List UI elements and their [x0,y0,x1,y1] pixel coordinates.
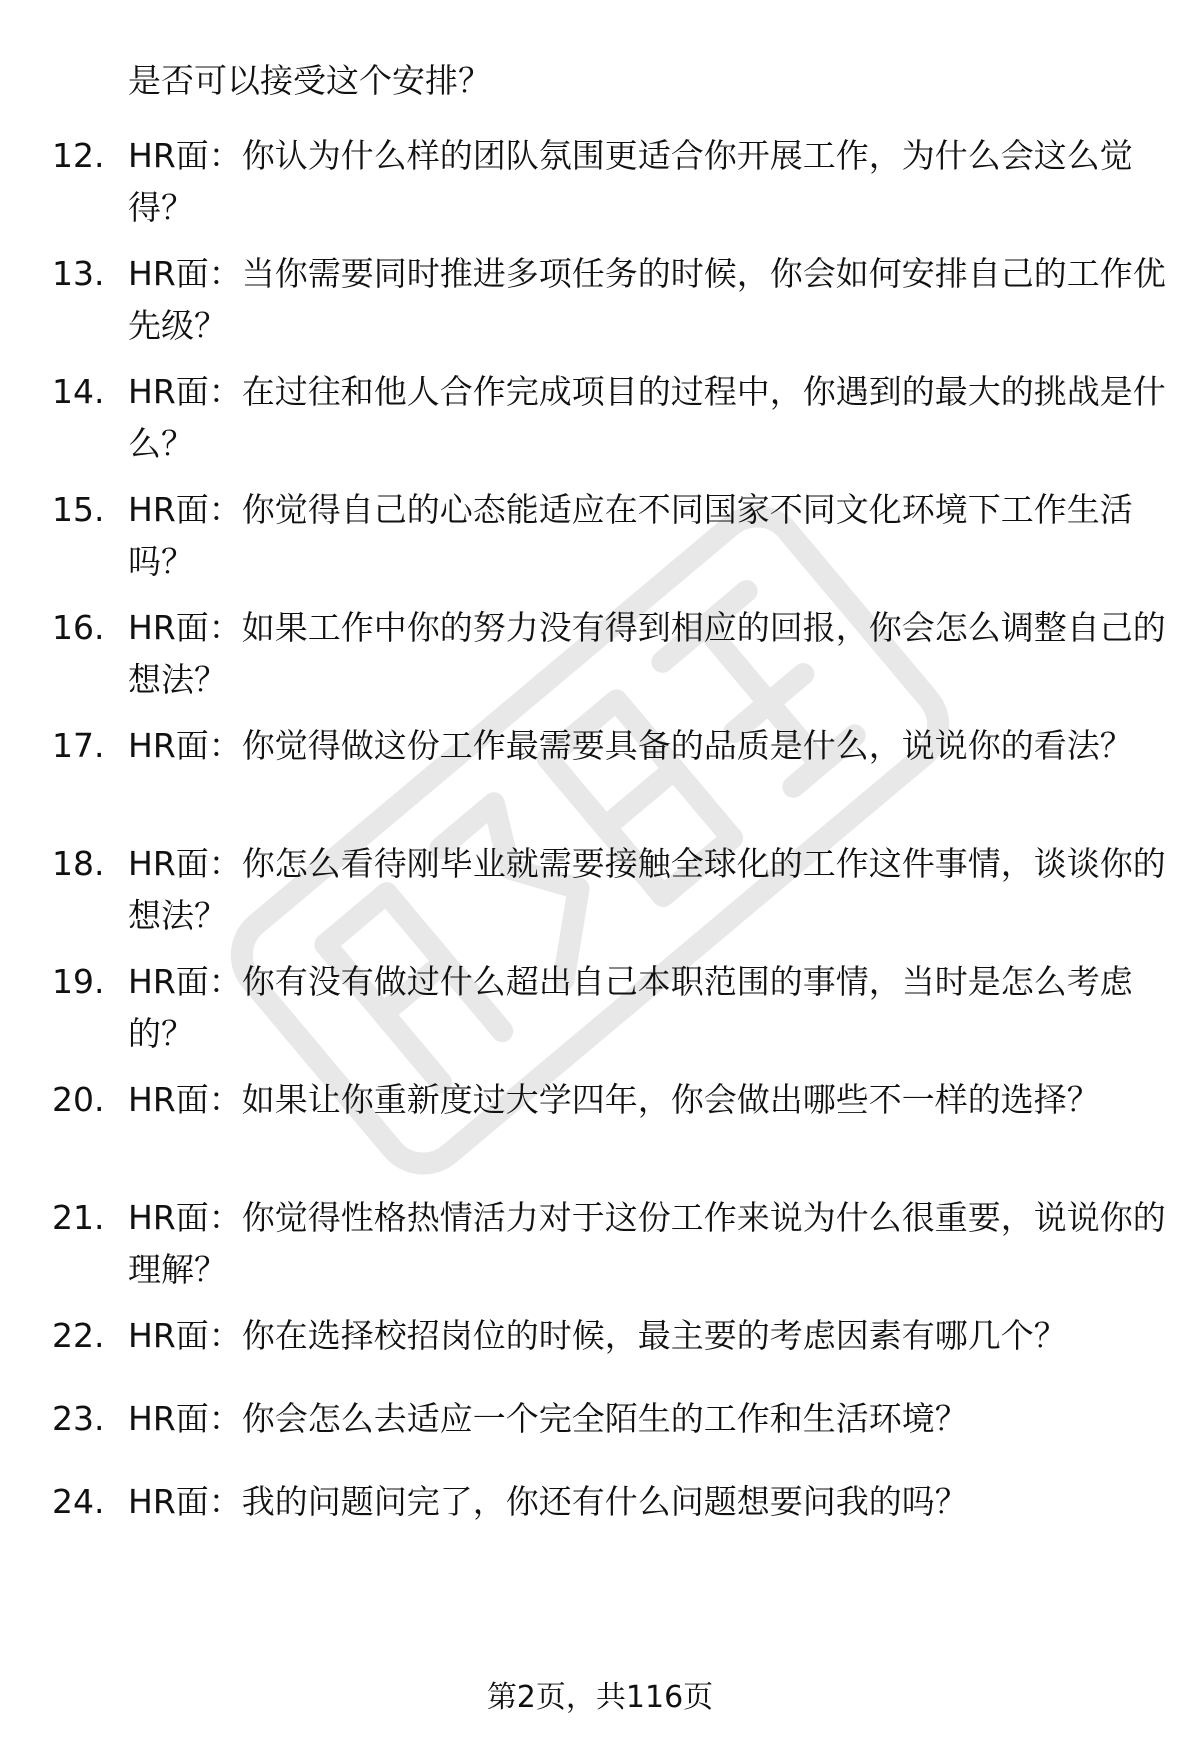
question-item [52,1192,1168,1296]
question-number: 23. [52,1399,105,1438]
question-item [52,1310,1168,1362]
question-number: 12. [52,136,105,175]
question-text: HR面：你觉得做这份工作最需要具备的品质是什么，说说你的看法？ [128,726,1133,765]
question-number: 16. [52,608,105,647]
question-item [52,484,1168,588]
question-number: 17. [52,726,105,765]
question-item [52,130,1168,234]
question-text: HR面：你会怎么去适应一个完全陌生的工作和生活环境？ [128,1399,968,1438]
question-text: HR面：如果工作中你的努力没有得到相应的回报，你会怎么调整自己的想法？ [128,608,1166,699]
question-text: HR面：你有没有做过什么超出自己本职范围的事情，当时是怎么考虑的？ [128,962,1133,1053]
question-text: HR面：当你需要同时推进多项任务的时候，你会如何安排自己的工作优先级？ [128,254,1166,345]
question-item [52,602,1168,706]
question-text: HR面：你怎么看待刚毕业就需要接触全球化的工作这件事情，谈谈你的想法？ [128,844,1166,935]
question-text: HR面：如果让你重新度过大学四年，你会做出哪些不一样的选择？ [128,1080,1100,1119]
question-number: 21. [52,1198,105,1237]
question-number: 24. [52,1482,105,1521]
question-number: 22. [52,1316,105,1355]
question-text: HR面：你在选择校招岗位的时候，最主要的考虑因素有哪几个？ [128,1316,1067,1355]
question-item [52,1074,1168,1126]
question-item [52,1476,1168,1528]
question-text: HR面：我的问题问完了，你还有什么问题想要问我的吗？ [128,1482,968,1521]
question-item [52,366,1168,470]
question-text: HR面：在过往和他人合作完成项目的过程中，你遇到的最大的挑战是什么？ [128,372,1166,463]
question-number: 14. [52,372,105,411]
question-number: 18. [52,844,105,883]
question-item [52,838,1168,942]
continued-question-text: 是否可以接受这个安排？ [128,61,491,100]
question-item [52,1393,1168,1445]
question-number: 13. [52,254,105,293]
question-number: 15. [52,490,105,529]
question-number: 19. [52,962,105,1001]
question-item [52,248,1168,352]
question-text: HR面：你认为什么样的团队氛围更适合你开展工作，为什么会这么觉得？ [128,136,1133,227]
question-number: 20. [52,1080,105,1119]
question-text: HR面：你觉得自己的心态能适应在不同国家不同文化环境下工作生活吗？ [128,490,1133,581]
question-item [52,720,1168,772]
question-text: HR面：你觉得性格热情活力对于这份工作来说为什么很重要，说说你的理解？ [128,1198,1166,1289]
question-item [52,956,1168,1060]
page-footer: 第2页，共116页 [486,1680,714,1715]
